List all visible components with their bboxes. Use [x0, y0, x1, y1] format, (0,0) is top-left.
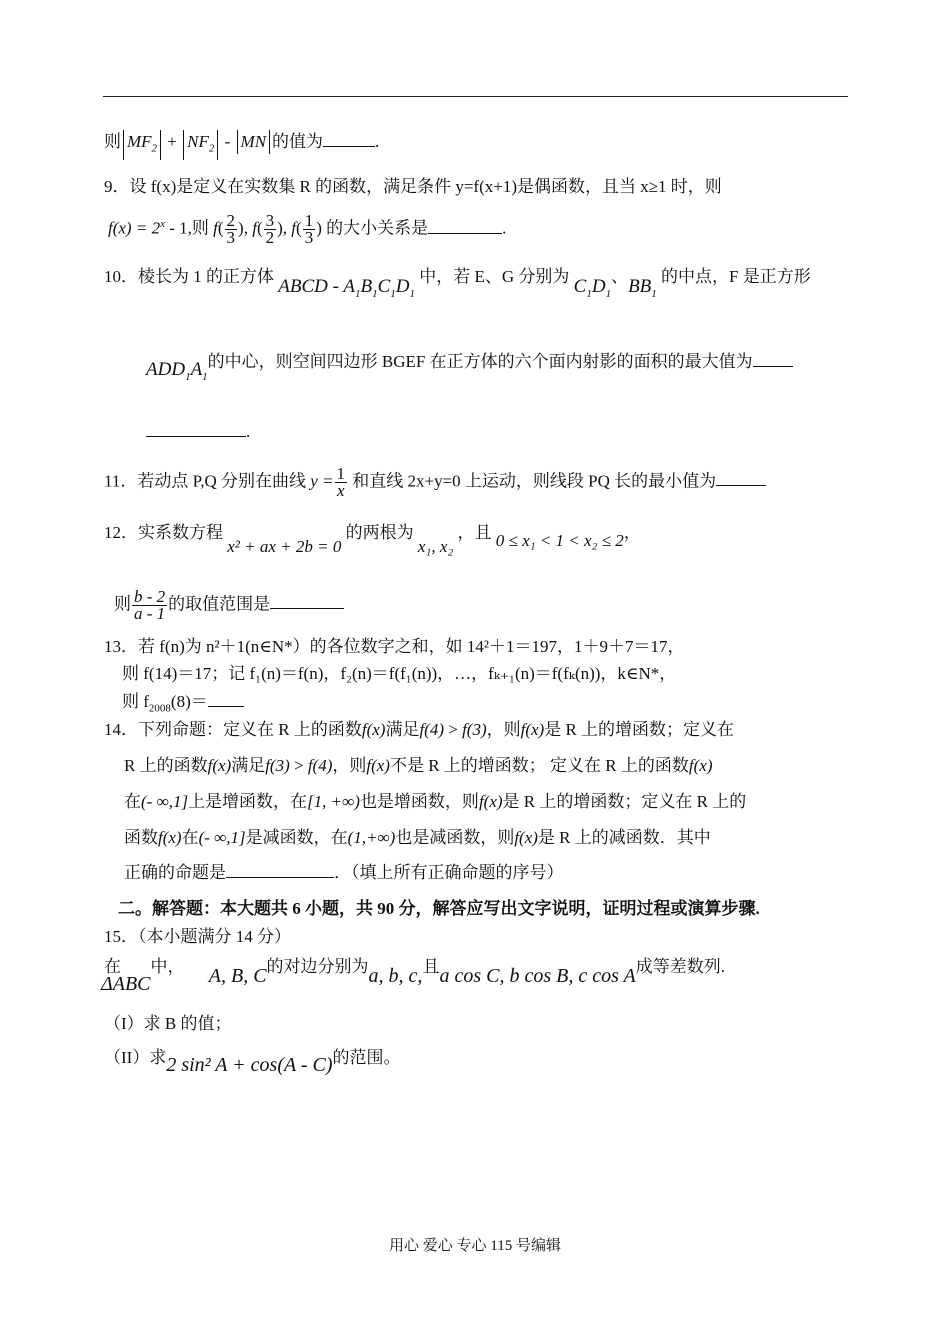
q11: 11．若动点 P,Q 分别在曲线 y = $\frac{1}{x}$ 和直线 2x+y=0 上运动，则线段 PQ 长的最小值为: [104, 466, 766, 499]
q12-line1: 12．实系数方程 x² + ax + 2b = 0 的两根为 x₁, x₂ ，且 0 ≤ x₁ < 1 < x₂ ≤ 2，: [104, 523, 641, 556]
fraction-1-x: $\frac{1}{x}$: [336, 464, 345, 500]
q13-line2: 则 f(14)＝17；记 f₁(n)＝f(n)，f₂(n)＝f(f₁(n))，…，fₖ₊₁(n)＝f(fₖ(n))，k∈N*，: [122, 664, 677, 683]
fraction-1-3: $\frac{1}{3}$: [304, 211, 314, 248]
q15-title: 15．（本小题满分 14 分）: [104, 927, 291, 946]
answer-blank: [753, 350, 793, 367]
q9-line1: 9．设 f(x)是定义在实数集 R 的函数，满足条件 y=f(x+1)是偶函数，且当 x≥1 时，则: [104, 177, 722, 196]
q8-tail: 则 $MF_2 + NF_2$ - MN 的值为 .: [104, 130, 379, 160]
q15-statement: 在ΔABC中， A, B, C的对边分别为a, b, c,且a cos C, b cos B, c cos A成等差数列.: [101, 957, 725, 995]
fraction-2-3: $\frac{2}{3}$: [226, 211, 236, 248]
section-2-heading: 二。解答题：本大题共 6 小题，共 90 分，解答应写出文字说明，证明过程或演算步骤.: [118, 899, 760, 918]
abs-mn: MN: [237, 130, 271, 154]
abs-mf2: $MF_2$: [123, 130, 161, 160]
answer-blank: [270, 592, 344, 609]
answer-blank: [226, 861, 334, 878]
answer-blank: [716, 469, 766, 486]
header-rule: [103, 96, 848, 97]
q13-line3: 则 $f_{2008}(8)=$: [122, 690, 244, 719]
answer-blank-continued: [146, 420, 246, 437]
q12-line2: 则 $\frac{b - 2}{a - 1}$ 的取值范围是: [114, 589, 344, 622]
footer: 用心 爱心 专心 115 号编辑: [389, 1238, 561, 1254]
q14-line1: 14．下列命题：定义在 R 上的函数f(x)满足f(4) > f(3)，则f(x)是 R 上的增函数；定义在: [104, 720, 735, 739]
fraction-b2-a1: $\frac{b - 2}{a - 1}$: [134, 587, 166, 623]
q10-line2: $ADD_1A_1$的中心，则空间四边形 BGEF 在正方体的六个面内射影的面积的最大值为: [146, 350, 793, 380]
answer-blank: [208, 690, 244, 707]
q15-part2: （II）求2 sin² A + cos(A - C)的范围。: [104, 1048, 401, 1076]
q9-line2: $f(x) = 2^x - 1$,则 f( $\frac{2}{3}$ ), f( $\frac{3}{2}$ ), f( $\frac{1}{3}$ ) 的大小关系是 .: [108, 211, 507, 248]
q14-line4: 函数f(x)在(- ∞,1]是减函数，在(1,+∞)也是减函数，则f(x)是 R 上的减函数．其中: [124, 828, 711, 847]
q14-line5: 正确的命题是 ．（填上所有正确命题的序号）: [124, 863, 564, 882]
q14-line2: R 上的函数f(x)满足f(3) > f(4)，则f(x)不是 R 上的增函数； 定义在 R 上的函数f(x): [124, 756, 713, 775]
q13-line1: 13．若 f(n)为 n²＋1(n∈N*）的各位数字之和，如 14²＋1＝197，1＋9＋7＝17，: [104, 637, 685, 656]
fraction-3-2: $\frac{3}{2}$: [265, 211, 275, 248]
q14-line3: 在(- ∞,1]上是增函数，在[1, +∞)也是增函数，则f(x)是 R 上的增函数；定义在 R 上的: [124, 792, 747, 811]
abs-nf2: $NF_2$: [183, 130, 218, 160]
q10-line1: 10．棱长为 1 的正方体 ABCD - $A_1B_1C_1D_1$ 中，若 E、G 分别为 $C_1D_1$、$BB_1$ 的中点，F 是正方形: [104, 267, 811, 300]
answer-blank: [323, 130, 375, 147]
answer-blank: [428, 217, 502, 234]
q15-part1: （I）求 B 的值；: [104, 1014, 232, 1033]
q10-line3: .: [146, 420, 250, 443]
